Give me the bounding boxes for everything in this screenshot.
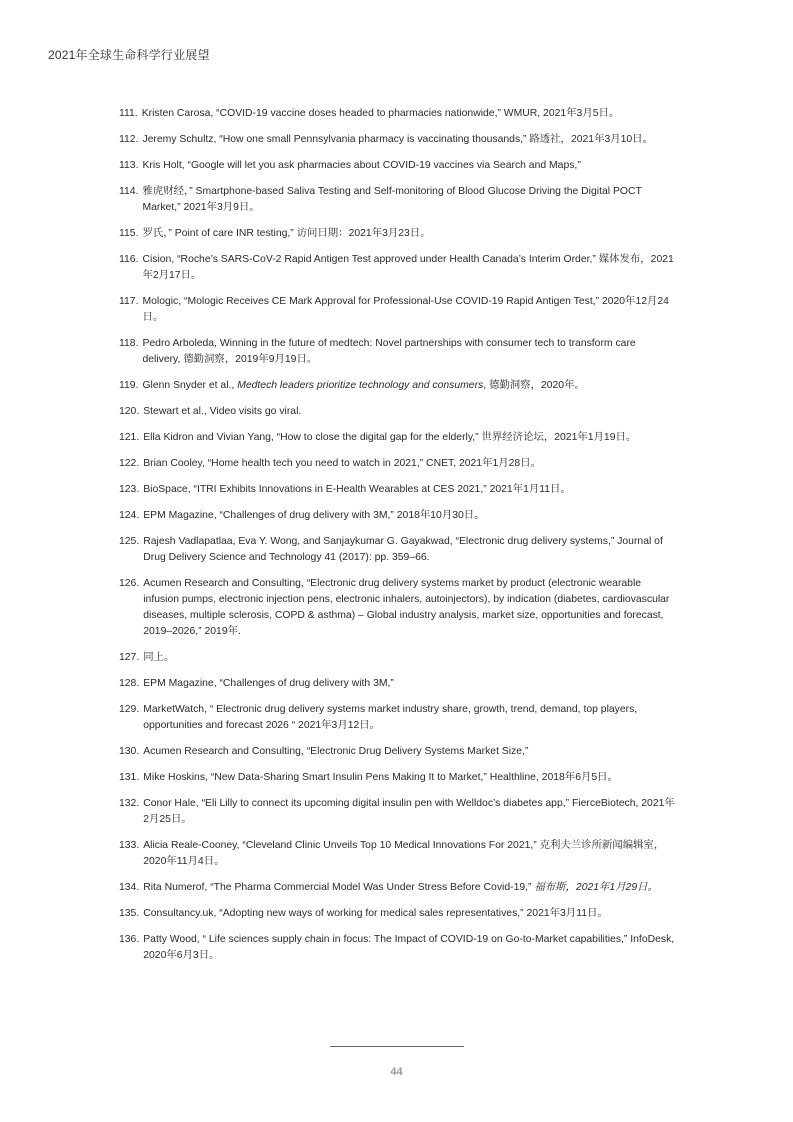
reference-text <box>143 482 675 498</box>
reference-number: 132. <box>119 798 140 809</box>
reference-item <box>119 226 675 242</box>
running-header: 2021年全球生命科学行业展望 <box>48 48 210 62</box>
reference-text <box>143 650 675 666</box>
reference-item <box>119 702 675 734</box>
reference-text <box>142 132 675 148</box>
reference-text <box>143 744 675 760</box>
reference-number: 116. <box>119 254 139 265</box>
reference-number: 115. <box>119 228 139 239</box>
reference-item <box>119 770 675 786</box>
reference-number: 120. <box>119 406 140 417</box>
reference-number: 113. <box>119 160 139 171</box>
reference-segment: Stewart et al., Video visits go viral. <box>143 406 302 417</box>
reference-number: 135. <box>119 908 140 919</box>
reference-number: 128. <box>119 678 140 689</box>
reference-segment: Acumen Research and Consulting, “Electronic Drug Delivery Systems Market Size,” <box>143 746 529 757</box>
reference-segment: Rajesh Vadlapatlaa, Eva Y. Wong, and Sanjaykumar G. Gayakwad, “Electronic drug delivery systems,” Journal of Drug Delivery Science and Technology 41 (2017): pp. 359–66. <box>143 536 663 563</box>
reference-segment: 同上。 <box>143 652 175 663</box>
reference-item <box>119 294 675 326</box>
reference-item <box>119 880 675 896</box>
reference-text <box>143 932 675 964</box>
reference-item <box>119 676 675 692</box>
reference-item <box>119 576 675 640</box>
reference-text <box>142 184 675 216</box>
reference-segment: Patty Wood, “ Life sciences supply chain in focus: The Impact of COVID-19 on Go-to-Market capabilities,” InfoDesk, 2020年6月3日。 <box>143 934 675 961</box>
reference-text <box>142 252 675 284</box>
reference-item <box>119 796 675 828</box>
reference-segment: Kris Holt, “Google will let you ask pharmacies about COVID-19 vaccines via Search and Maps,” <box>142 160 581 171</box>
reference-item <box>119 534 675 566</box>
reference-text <box>142 336 675 368</box>
reference-item <box>119 932 675 964</box>
reference-italic-segment: 福布斯，2021年1月29日。 <box>534 882 658 893</box>
reference-text <box>142 378 675 394</box>
reference-segment: Kristen Carosa, “COVID-19 vaccine doses headed to pharmacies nationwide,” WMUR, 2021年3月5日。 <box>141 108 620 119</box>
reference-segment: Brian Cooley, “Home health tech you need to watch in 2021,” CNET, 2021年1月28日。 <box>143 458 541 469</box>
reference-number: 111. <box>119 108 138 119</box>
reference-item <box>119 106 675 122</box>
reference-text <box>143 880 675 896</box>
reference-segment: EPM Magazine, “Challenges of drug delivery with 3M,” 2018年10月30日。 <box>143 510 485 521</box>
reference-item <box>119 744 675 760</box>
reference-item <box>119 184 675 216</box>
reference-number: 131. <box>119 772 140 783</box>
reference-text <box>143 456 675 472</box>
reference-number: 122. <box>119 458 140 469</box>
reference-text <box>143 702 675 734</box>
reference-segment: Mike Hoskins, “New Data-Sharing Smart Insulin Pens Making It to Market,” Healthline, 2018年6月5日。 <box>143 772 618 783</box>
reference-number: 129. <box>119 704 140 715</box>
reference-text <box>143 676 675 692</box>
reference-segment: BioSpace, “ITRI Exhibits Innovations in E-Health Wearables at CES 2021,” 2021年1月11日。 <box>143 484 571 495</box>
reference-segment: Pedro Arboleda, Winning in the future of medtech: Novel partnerships with consumer tech to transform care delivery, 德勤洞察，2019年9月19日。 <box>142 338 636 365</box>
reference-text <box>143 508 675 524</box>
reference-segment: Glenn Snyder et al., <box>142 380 238 391</box>
reference-text <box>143 430 675 446</box>
reference-number: 124. <box>119 510 140 521</box>
reference-text <box>142 106 675 122</box>
reference-text <box>142 158 675 174</box>
reference-segment: Cision, “Roche’s SARS-CoV-2 Rapid Antigen Test approved under Health Canada’s Interim Order,” 媒体发布，2021年2月17日。 <box>142 254 674 281</box>
page-number: 44 <box>390 1066 403 1078</box>
reference-text <box>143 404 675 420</box>
reference-item <box>119 456 675 472</box>
reference-segment: Acumen Research and Consulting, “Electronic drug delivery systems market by product (electronic wearable infusion pumps, electronic injection pens, electronic inhalers, autoinjectors), by indication (diabetes, cardiovascular diseases, multiple sclerosis, COPD & asthma) – Global industry analysis, market size, opportunities and forecast, 2019–2026,” 2019年. <box>143 578 670 637</box>
reference-segment: Alicia Reale-Cooney, “Cleveland Clinic Unveils Top 10 Medical Innovations For 2021,” 克利夫兰诊所新闻编辑室，2020年11月4日。 <box>143 840 665 867</box>
reference-item <box>119 508 675 524</box>
reference-list <box>119 106 675 974</box>
reference-text <box>143 838 675 870</box>
reference-item <box>119 252 675 284</box>
reference-text <box>143 796 675 828</box>
reference-number: 119. <box>119 380 139 391</box>
reference-text <box>142 294 675 326</box>
reference-number: 123. <box>119 484 140 495</box>
reference-segment: Mologic, “Mologic Receives CE Mark Approval for Professional-Use COVID-19 Rapid Antigen Test,” 2020年12月24日。 <box>142 296 669 323</box>
reference-item <box>119 132 675 148</box>
reference-item <box>119 650 675 666</box>
reference-text <box>143 534 675 566</box>
reference-number: 136. <box>119 934 140 945</box>
reference-segment: , 德勤洞察，2020年。 <box>483 380 585 391</box>
reference-item <box>119 430 675 446</box>
reference-segment: 罗氏，” Point of care INR testing,” 访问日期：2021年3月23日。 <box>142 228 431 239</box>
reference-text <box>143 770 675 786</box>
reference-item <box>119 482 675 498</box>
reference-text <box>143 576 675 640</box>
reference-segment: Conor Hale, “Eli Lilly to connect its upcoming digital insulin pen with Welldoc’s diabetes app,” FierceBiotech, 2021年2月25日。 <box>143 798 675 825</box>
reference-item <box>119 378 675 394</box>
reference-segment: Ella Kidron and Vivian Yang, “How to close the digital gap for the elderly,” 世界经济论坛，2021年1月19日。 <box>143 432 637 443</box>
footer-divider <box>330 1046 464 1047</box>
reference-number: 130. <box>119 746 140 757</box>
reference-number: 127. <box>119 652 140 663</box>
reference-segment: MarketWatch, “ Electronic drug delivery systems market industry share, growth, trend, demand, top players, opportunities and forecast 2026 “ 2021年3月12日。 <box>143 704 638 731</box>
reference-number: 133. <box>119 840 140 851</box>
reference-text <box>143 906 675 922</box>
reference-item <box>119 838 675 870</box>
reference-number: 125. <box>119 536 140 547</box>
reference-number: 126. <box>119 578 140 589</box>
reference-segment: Consultancy.uk, “Adopting new ways of working for medical sales representatives,” 2021年3月11日。 <box>143 908 608 919</box>
reference-segment: Jeremy Schultz, “How one small Pennsylvania pharmacy is vaccinating thousands,” 路透社，2021年3月10日。 <box>142 134 653 145</box>
reference-segment: EPM Magazine, “Challenges of drug delivery with 3M,” <box>143 678 394 689</box>
reference-number: 134. <box>119 882 140 893</box>
reference-number: 118. <box>119 338 139 349</box>
reference-item <box>119 906 675 922</box>
reference-italic-segment: Medtech leaders prioritize technology and consumers <box>237 380 484 391</box>
reference-number: 114. <box>119 186 139 197</box>
reference-number: 121. <box>119 432 140 443</box>
reference-item <box>119 404 675 420</box>
reference-item <box>119 158 675 174</box>
reference-text <box>142 226 675 242</box>
reference-item <box>119 336 675 368</box>
reference-segment: 雅虎财经，” Smartphone-based Saliva Testing and Self-monitoring of Blood Glucose Driving the Digital POCT Market,” 2021年3月9日。 <box>142 186 642 213</box>
reference-number: 112. <box>119 134 139 145</box>
reference-segment: Rita Numerof, “The Pharma Commercial Model Was Under Stress Before Covid-19,” <box>143 882 535 893</box>
reference-number: 117. <box>119 296 139 307</box>
